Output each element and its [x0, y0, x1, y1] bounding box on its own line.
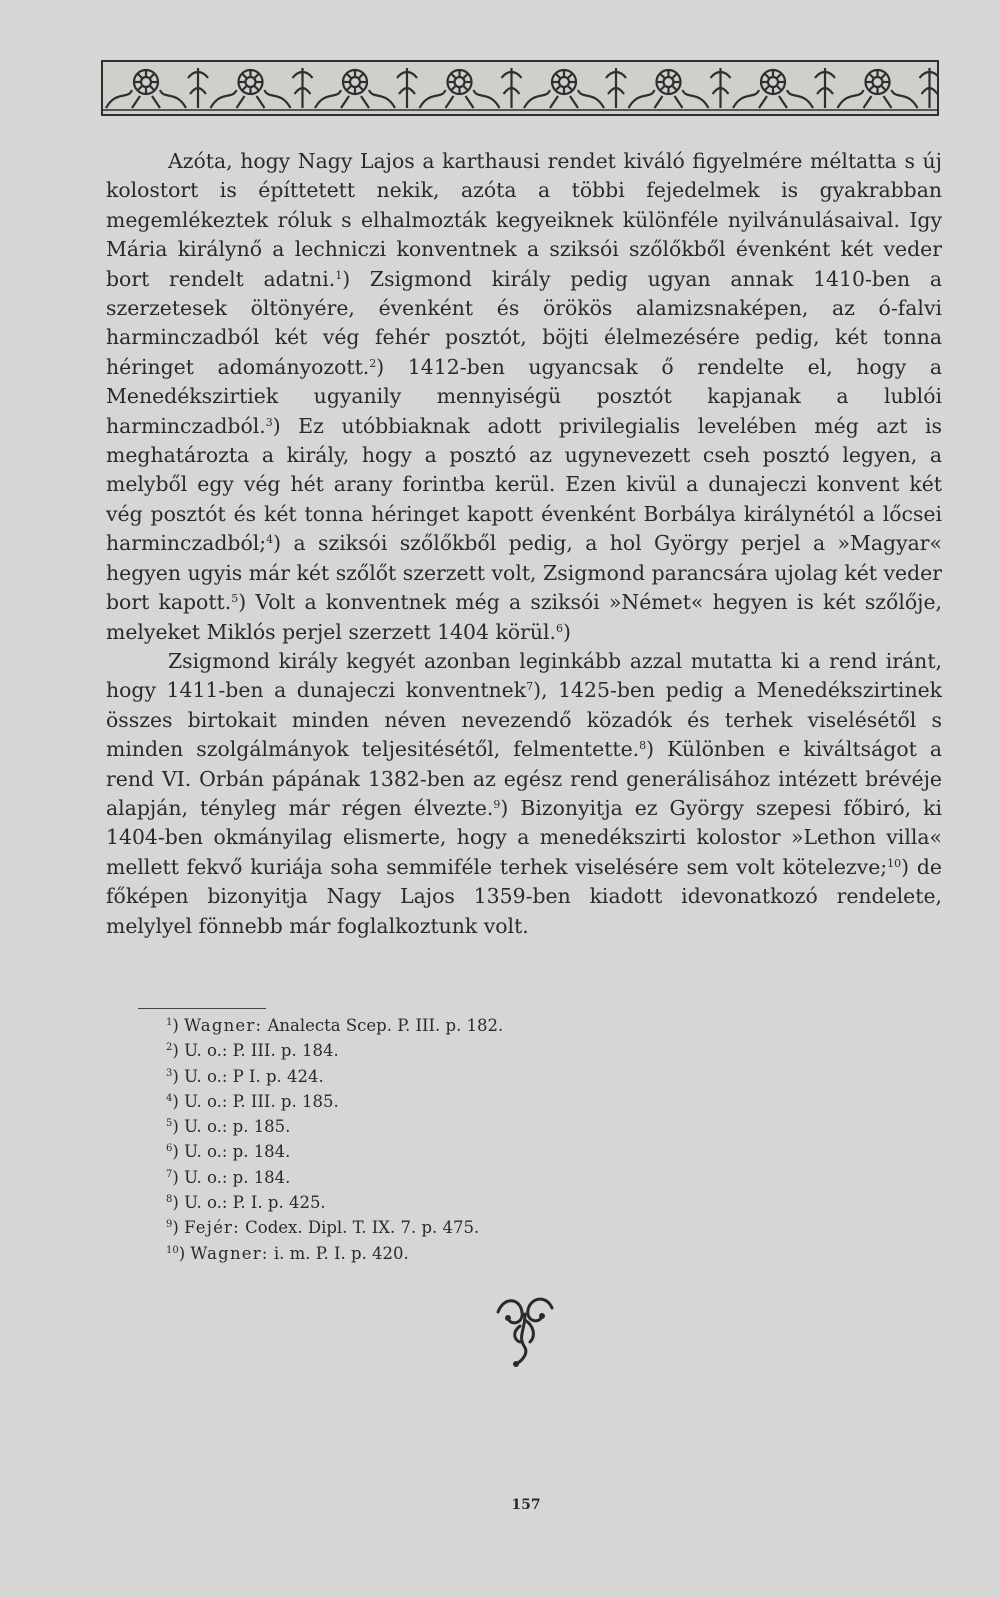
footnote-item: $^{10}$) Wagner: i. m. P. I. p. 420. — [166, 1243, 409, 1263]
footnote-ref: 2 — [369, 356, 377, 370]
footnote-item: $^9$) Fejér: Codex. Dipl. T. IX. 7. p. 475. — [166, 1218, 480, 1238]
footnote-ref: 3 — [265, 415, 273, 429]
footnote-item: $^2$) U. o.: P. III. p. 184. — [166, 1041, 339, 1061]
footnote-ref: 8 — [639, 739, 647, 753]
body-text — [106, 147, 942, 941]
footnote-ref: 1 — [335, 268, 343, 282]
footnote-item: $^5$) U. o.: p. 185. — [166, 1117, 291, 1137]
footnote-item: $^8$) U. o.: P. I. p. 425. — [166, 1193, 326, 1213]
footnote-ref: 9 — [493, 797, 501, 811]
page-number: 157 — [511, 1497, 541, 1513]
footnote-item: $^7$) U. o.: p. 184. — [166, 1167, 291, 1187]
footnote-ref: 5 — [231, 592, 239, 606]
footnote-item: $^6$) U. o.: p. 184. — [166, 1142, 291, 1162]
floral-border-ornament — [101, 60, 939, 116]
scroll-ornament — [490, 1290, 560, 1370]
footnote-ref: 10 — [887, 856, 902, 870]
paragraph-2: Zsigmond király kegyét azonban leginkább azzal mutatta ki a rend iránt, hogy 1411-ben a dunajeczi konventnek$^7$), 1425-ben pedig a Menedékszirtinek összes birtokait minden néven nevezendő közadók és terhek viselésétől s minden szolgálmányok teljesitésétől, felmentette.$^8$) Különben e kiváltságot a rend VI. Orbán pápának 1382-ben az egész rend generálisához intézett brévéje alapján, tényleg már régen élvezte.$^9$) Bizonyitja ez György szepesi főbiró, ki 1404-ben okmányilag elismerte, hogy a menedékszirti kolostor »Lethon villa« mellett fekvő kuriája soha semmiféle terhek viselésére sem volt kötelezve;$^{10}$) de főképen bizonyitja Nagy Lajos 1359-ben kiadott idevonatkozó rendelete, melylyel fönnebb már foglalkoztunk volt. — [106, 648, 942, 938]
footnote-item: $^4$) U. o.: P. III. p. 185. — [166, 1091, 339, 1111]
footnote-item: $^3$) U. o.: P I. p. 424. — [166, 1066, 324, 1086]
footnote-ref: 6 — [555, 621, 563, 635]
paragraph-1: Azóta, hogy Nagy Lajos a karthausi rendet kiváló figyelmére méltatta s új kolostort is építtetett nekik, azóta a többi fejedelmek is gyakrabban megemlékeztek róluk s elhalmozták kegyeiknek különféle nyilvánulásaival. Igy Mária királynő a lechniczi konventnek a sziksói szőlőkből évenként két veder bort rendelt adatni.$^1$) Zsigmond király pedig ugyan annak 1410-ben a szerzetesek öltönyére, évenként és örökös alamizsnaképen, az ó-falvi harminczadból két vég fehér posztót, böjti élelmezésére pedig, két tonna héringet adományozott.$^2$) 1412-ben ugyancsak ő rendelte el, hogy a Menedékszirtiek ugyanily mennyiségü posztót kapjanak a lublói harminczadból.$^3$) Ez utóbbiaknak adott privilegialis levelében még azt is meghatározta a király, hogy a posztó az ugynevezett cseh posztó legyen, a melyből egy vég hét arany forintba kerül. Ezen kivül a dunajeczi konvent két vég posztót és két tonna héringet kapott évenként Borbálya királynétól a lőcsei harminczadból;$^4$) a sziksói szőlőkből pedig, a hol György perjel a »Magyar« hegyen ugyis már két szőlőt szerzett volt, Zsigmond parancsára ujolag két veder bort kapott.$^5$) Volt a konventnek még a sziksói »Német« hegyen is két szőlője, melyeket Miklós perjel szerzett 1404 körül.$^6$) — [106, 149, 942, 644]
footnote-item: $^1$) Wagner: Analecta Scep. P. III. p. 182. — [166, 1016, 504, 1035]
footnote-ref: 7 — [526, 680, 534, 694]
footnote-divider — [138, 1008, 266, 1009]
footnotes-list — [166, 1013, 686, 1266]
footnote-ref: 4 — [266, 533, 274, 547]
